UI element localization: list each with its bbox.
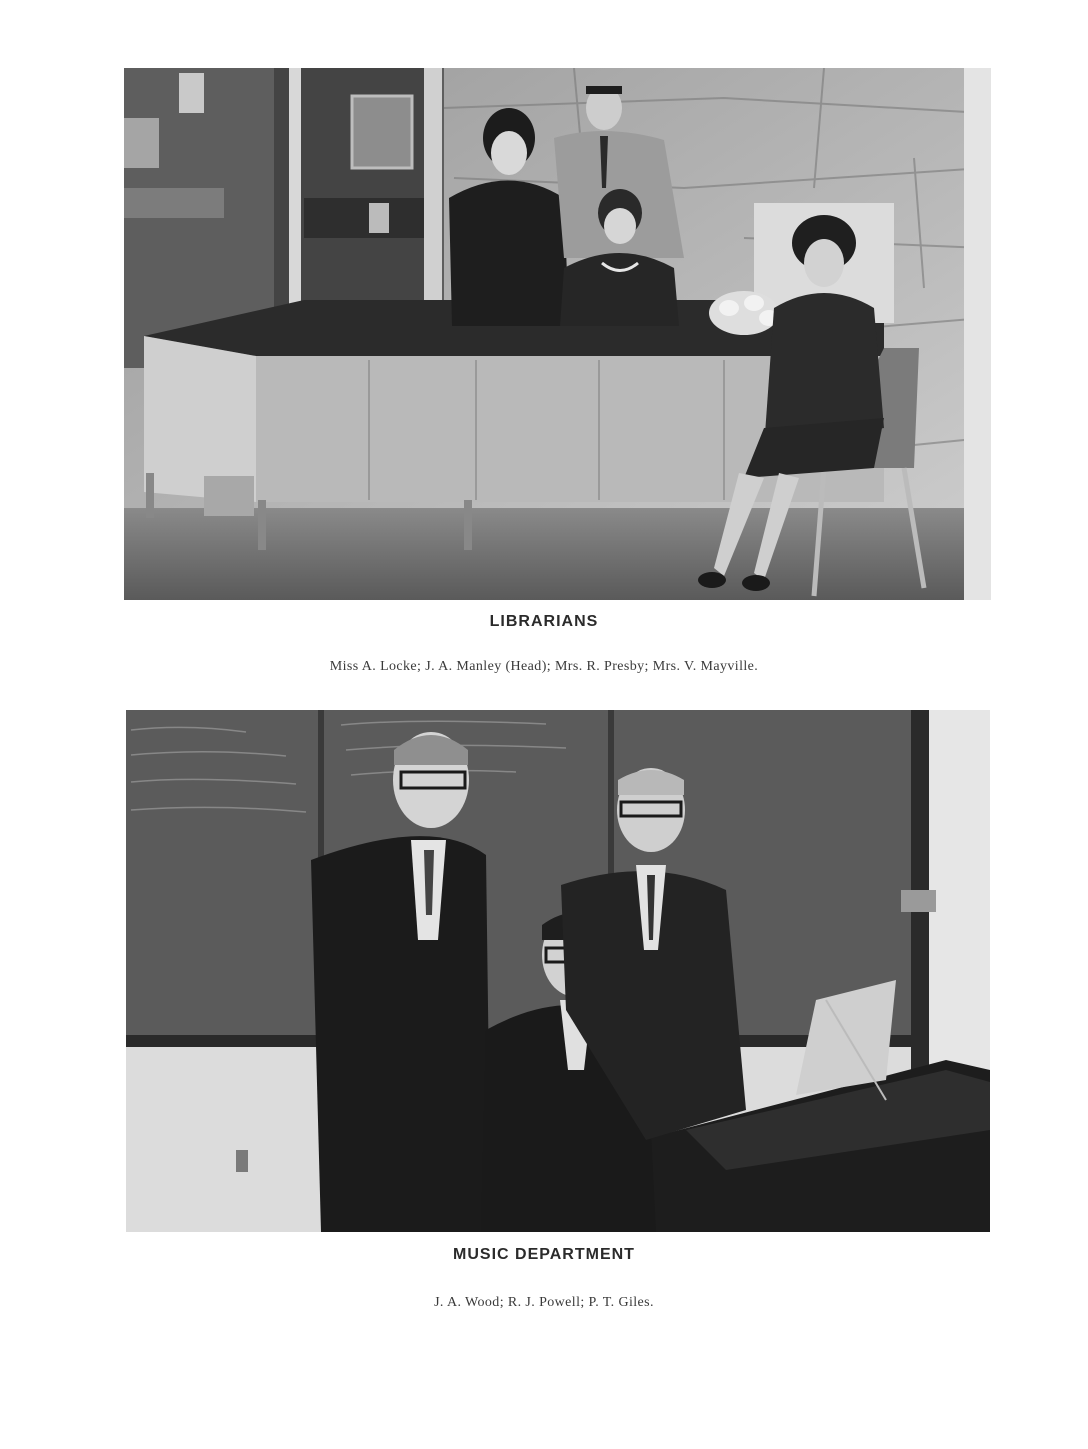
music-department-heading: MUSIC DEPARTMENT [453, 1246, 635, 1263]
music-department-caption: J. A. Wood; R. J. Powell; P. T. Giles. [434, 1295, 654, 1310]
music-department-photo-illustration [126, 710, 990, 1232]
librarians-heading: LIBRARIANS [489, 613, 599, 630]
librarians-photo-illustration [124, 68, 991, 600]
music-department-photo [126, 710, 990, 1232]
librarians-caption: Miss A. Locke; J. A. Manley (Head); Mrs. R. Presby; Mrs. V. Mayville. [329, 659, 759, 674]
librarians-photo [124, 68, 991, 600]
